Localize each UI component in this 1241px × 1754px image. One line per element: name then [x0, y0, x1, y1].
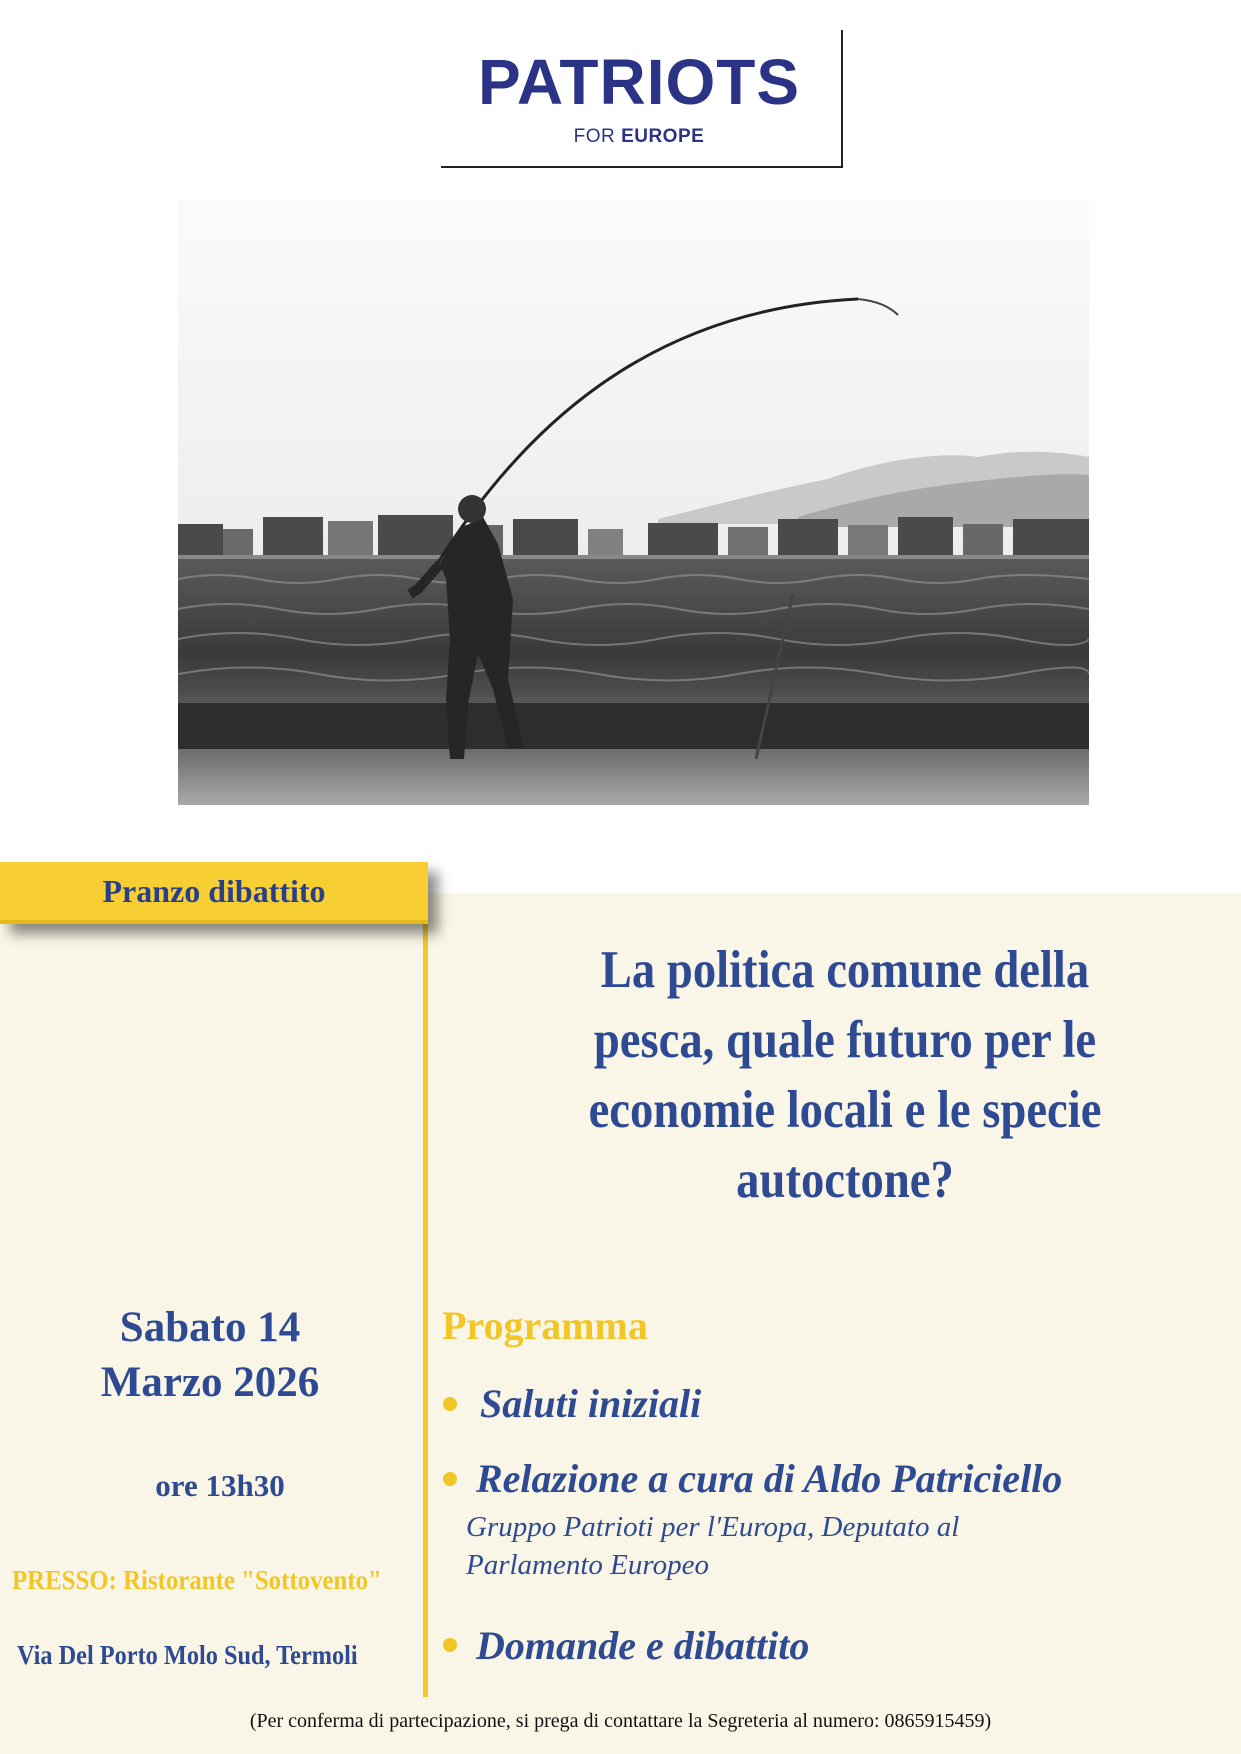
- vertical-divider: [423, 924, 428, 1697]
- event-address: Via Del Porto Molo Sud, Termoli: [17, 1640, 358, 1670]
- logo-subtitle: [441, 126, 837, 148]
- program-item-qa: Domande e dibattito: [476, 1623, 810, 1668]
- title-line: pesca, quale futuro per le: [593, 1011, 1097, 1069]
- program-item-talk: Relazione a cura di Aldo Patriciello: [476, 1456, 1063, 1501]
- bullet-icon: [443, 1397, 457, 1411]
- bullet-icon: [443, 1638, 457, 1652]
- title-line: economie locali e le specie: [588, 1081, 1102, 1139]
- event-venue: PRESSO: Ristorante "Sottovento": [12, 1565, 382, 1595]
- bullet-icon: [443, 1472, 457, 1486]
- fisherman-photo: [178, 199, 1089, 805]
- logo-wordmark: PATRIOTS: [477, 46, 801, 118]
- date-line-2: Marzo 2026: [100, 1359, 320, 1406]
- speaker-detail-line-1: Gruppo Patrioti per l'Europa, Deputato al: [466, 1511, 960, 1543]
- program-heading: Programma: [442, 1303, 648, 1348]
- patriots-logo: [441, 30, 843, 168]
- speaker-detail-line-2: Parlamento Europeo: [466, 1549, 709, 1581]
- logo-subtitle-bold: EUROPE: [621, 126, 705, 147]
- title-line: La politica comune della: [600, 941, 1090, 999]
- program-item-greetings: Saluti iniziali: [480, 1381, 702, 1426]
- speaker-details: [466, 1508, 1106, 1584]
- date-line-1: Sabato 14: [119, 1304, 301, 1351]
- title-line: autoctone?: [736, 1151, 954, 1209]
- event-date: [60, 1300, 360, 1410]
- event-title: [559, 935, 1131, 1215]
- rsvp-note: (Per conferma di partecipazione, si prega di contattare la Segreteria al numero: 0865915459): [249, 1710, 992, 1732]
- logo-horizontal-rule: [441, 166, 843, 168]
- logo-vertical-rule: [841, 30, 843, 168]
- logo-subtitle-prefix: FOR: [573, 126, 616, 147]
- event-time: ore 13h30: [155, 1468, 285, 1503]
- event-type-label: Pranzo dibattito: [102, 873, 326, 909]
- event-type-badge: [0, 862, 428, 924]
